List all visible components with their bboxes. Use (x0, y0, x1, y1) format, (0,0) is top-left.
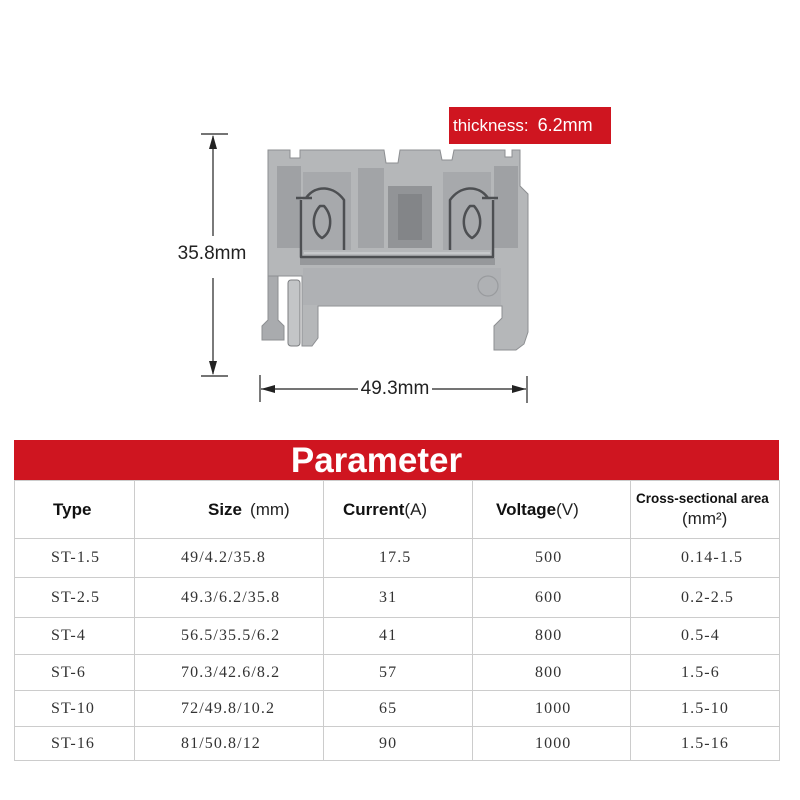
lower-body-shade (303, 268, 501, 305)
cell-type: ST-10 (15, 691, 135, 727)
width-arrow-right-icon (512, 385, 526, 393)
header-size (135, 481, 324, 539)
cell-current: 65 (324, 691, 473, 727)
header-current (324, 481, 473, 539)
header-size-unit: (mm) (250, 499, 290, 519)
header-current-unit: (A) (404, 499, 428, 519)
cell-voltage: 1000 (473, 727, 631, 761)
release-spring-strip (288, 280, 300, 346)
header-voltage (473, 481, 631, 539)
parameter-table (14, 480, 780, 761)
cell-size: 72/49.8/10.2 (135, 691, 324, 727)
header-size-label: Size (208, 499, 243, 519)
cell-current: 31 (324, 578, 473, 618)
cell-area: 0.14-1.5 (631, 539, 780, 578)
header-voltage-label: Voltage (496, 499, 557, 519)
center-slot (358, 168, 384, 248)
cell-type: ST-6 (15, 655, 135, 691)
right-wire-entry (494, 166, 518, 248)
table-row (15, 727, 780, 761)
cell-current: 90 (324, 727, 473, 761)
cell-area: 1.5-6 (631, 655, 780, 691)
din-rail-hook (262, 276, 284, 340)
table-row (15, 655, 780, 691)
thickness-label: thickness: (453, 115, 529, 135)
height-arrow-down-icon (209, 361, 217, 375)
terminal-block (262, 150, 528, 350)
cell-voltage: 800 (473, 655, 631, 691)
header-area (631, 481, 780, 539)
parameter-title: Parameter (14, 440, 779, 480)
cell-area: 0.2-2.5 (631, 578, 780, 618)
thickness-value: 6.2mm (537, 115, 593, 135)
bridge-groove (300, 258, 495, 265)
cell-voltage: 500 (473, 539, 631, 578)
header-area-unit: (mm²) (682, 508, 728, 528)
left-wire-entry (277, 166, 301, 248)
cell-type: ST-16 (15, 727, 135, 761)
header-type (15, 481, 135, 539)
cell-voltage: 1000 (473, 691, 631, 727)
cell-voltage: 800 (473, 618, 631, 655)
width-dimension-label: 49.3mm (360, 378, 430, 399)
cell-type: ST-2.5 (15, 578, 135, 618)
center-window-inner (398, 194, 422, 240)
table-row (15, 618, 780, 655)
height-dimension-label: 35.8mm (177, 243, 247, 264)
cell-area: 1.5-10 (631, 691, 780, 727)
header-current-label: Current (343, 499, 405, 519)
cell-area: 1.5-16 (631, 727, 780, 761)
height-arrow-up-icon (209, 135, 217, 149)
cell-size: 81/50.8/12 (135, 727, 324, 761)
cell-size: 56.5/35.5/6.2 (135, 618, 324, 655)
cell-current: 41 (324, 618, 473, 655)
header-voltage-unit: (V) (556, 499, 579, 519)
table-row (15, 539, 780, 578)
cell-size: 49/4.2/35.8 (135, 539, 324, 578)
cell-current: 17.5 (324, 539, 473, 578)
table-row (15, 691, 780, 727)
cell-size: 70.3/42.6/8.2 (135, 655, 324, 691)
table-row (15, 578, 780, 618)
cell-area: 0.5-4 (631, 618, 780, 655)
header-area-label: Cross-sectional area (636, 490, 769, 506)
header-type-label: Type (53, 499, 92, 519)
cell-size: 49.3/6.2/35.8 (135, 578, 324, 618)
width-arrow-left-icon (261, 385, 275, 393)
cell-voltage: 600 (473, 578, 631, 618)
cell-type: ST-1.5 (15, 539, 135, 578)
cell-current: 57 (324, 655, 473, 691)
cell-type: ST-4 (15, 618, 135, 655)
table-header-row (15, 481, 780, 539)
parameter-section (14, 440, 779, 761)
